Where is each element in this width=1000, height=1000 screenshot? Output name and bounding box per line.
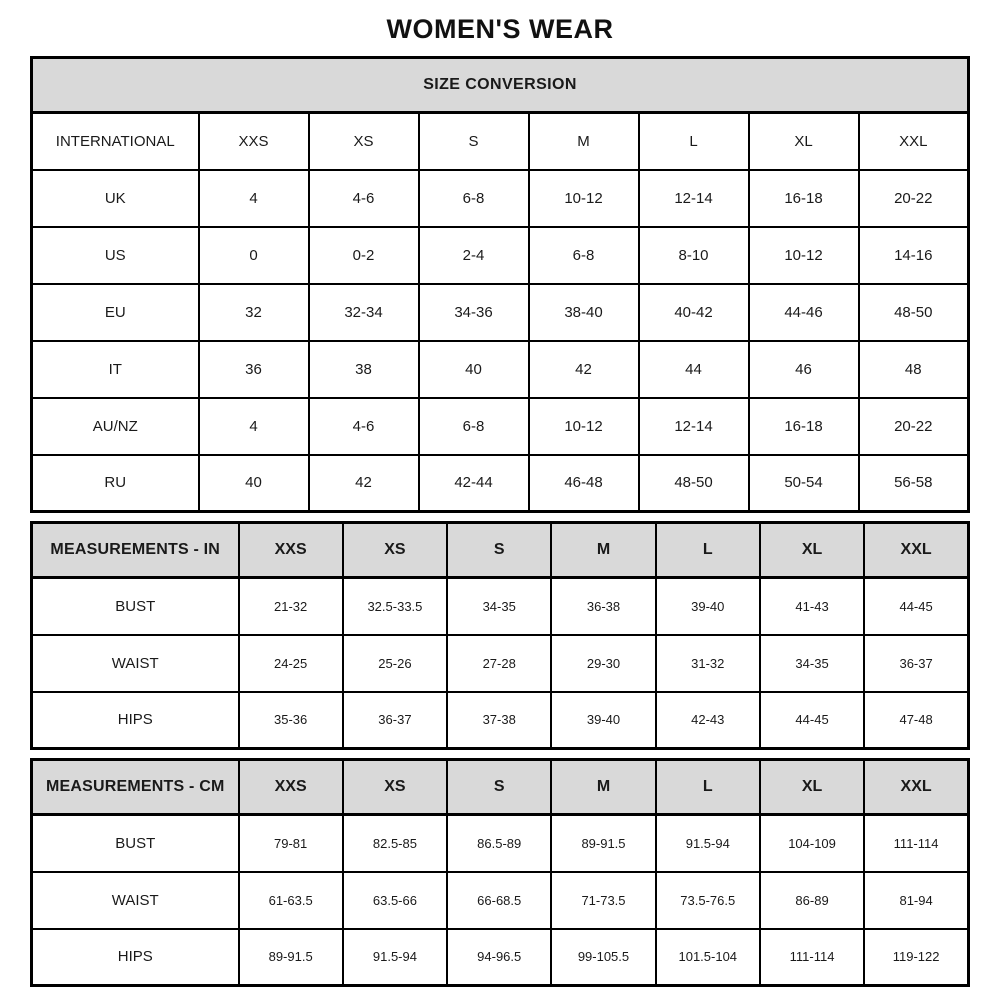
column-header-xl: XL — [749, 113, 859, 170]
table-row-aunz — [32, 398, 969, 455]
table-cell: 4-6 — [309, 170, 419, 227]
table-cell: 119-122 — [864, 929, 968, 986]
table-cell: 44 — [639, 341, 749, 398]
table-cell: 91.5-94 — [656, 815, 760, 872]
table-cell: 4-6 — [309, 398, 419, 455]
table-cell: 12-14 — [639, 170, 749, 227]
column-header-xxs: XXS — [239, 523, 343, 578]
table-cell: 35-36 — [239, 692, 343, 749]
column-header-xs: XS — [309, 113, 419, 170]
size-conversion-header-row — [32, 58, 969, 113]
row-label: BUST — [32, 578, 239, 635]
size-conversion-table — [30, 56, 970, 513]
table-cell: 63.5-66 — [343, 872, 447, 929]
table-cell: 34-35 — [447, 578, 551, 635]
table-cell: 12-14 — [639, 398, 749, 455]
table-cell: 42 — [309, 455, 419, 512]
measurements-in-header-row — [32, 523, 969, 578]
table-cell: 111-114 — [864, 815, 968, 872]
table-cell: 20-22 — [859, 398, 969, 455]
table-cell: 36-37 — [864, 635, 968, 692]
column-header-s: S — [419, 113, 529, 170]
table-cell: 71-73.5 — [551, 872, 655, 929]
table-cell: 20-22 — [859, 170, 969, 227]
column-header-m: M — [551, 760, 655, 815]
column-header-xxs: XXS — [199, 113, 309, 170]
table-cell: 46-48 — [529, 455, 639, 512]
row-label: WAIST — [32, 872, 239, 929]
column-header-xxl: XXL — [859, 113, 969, 170]
table-cell: 24-25 — [239, 635, 343, 692]
page-title: WOMEN'S WEAR — [386, 14, 614, 44]
table-row-bust-in — [32, 578, 969, 635]
table-cell: 40 — [419, 341, 529, 398]
table-cell: 111-114 — [760, 929, 864, 986]
table-cell: 2-4 — [419, 227, 529, 284]
table-cell: 91.5-94 — [343, 929, 447, 986]
table-cell: 10-12 — [749, 227, 859, 284]
table-cell: 44-45 — [864, 578, 968, 635]
table-cell: 27-28 — [447, 635, 551, 692]
size-conversion-columns-row — [32, 113, 969, 170]
table-cell: 4 — [199, 398, 309, 455]
table-row-bust-cm — [32, 815, 969, 872]
table-cell: 89-91.5 — [239, 929, 343, 986]
column-header-xs: XS — [343, 523, 447, 578]
table-cell: 48-50 — [639, 455, 749, 512]
table-cell: 38 — [309, 341, 419, 398]
table-cell: 37-38 — [447, 692, 551, 749]
table-row-waist-in — [32, 635, 969, 692]
table-cell: 81-94 — [864, 872, 968, 929]
table-cell: 56-58 — [859, 455, 969, 512]
table-cell: 32.5-33.5 — [343, 578, 447, 635]
table-cell: 39-40 — [551, 692, 655, 749]
table-cell: 16-18 — [749, 170, 859, 227]
row-label: AU/NZ — [32, 398, 199, 455]
table-cell: 66-68.5 — [447, 872, 551, 929]
table-cell: 21-32 — [239, 578, 343, 635]
table-row-waist-cm — [32, 872, 969, 929]
table-cell: 47-48 — [864, 692, 968, 749]
table-cell: 38-40 — [529, 284, 639, 341]
table-cell: 34-36 — [419, 284, 529, 341]
row-label: BUST — [32, 815, 239, 872]
table-cell: 99-105.5 — [551, 929, 655, 986]
table-cell: 32 — [199, 284, 309, 341]
table-row-eu — [32, 284, 969, 341]
table-cell: 39-40 — [656, 578, 760, 635]
table-row-hips-cm — [32, 929, 969, 986]
size-conversion-title: SIZE CONVERSION — [32, 58, 969, 113]
table-cell: 31-32 — [656, 635, 760, 692]
table-cell: 82.5-85 — [343, 815, 447, 872]
row-label: HIPS — [32, 929, 239, 986]
column-header-m: M — [529, 113, 639, 170]
table-cell: 48-50 — [859, 284, 969, 341]
column-header-xxl: XXL — [864, 523, 968, 578]
table-cell: 8-10 — [639, 227, 749, 284]
table-cell: 73.5-76.5 — [656, 872, 760, 929]
table-cell: 6-8 — [529, 227, 639, 284]
row-label: US — [32, 227, 199, 284]
column-header-l: L — [656, 760, 760, 815]
row-label: WAIST — [32, 635, 239, 692]
column-header-xxs: XXS — [239, 760, 343, 815]
measurements-cm-table — [30, 758, 970, 987]
table-cell: 94-96.5 — [447, 929, 551, 986]
table-cell: 86.5-89 — [447, 815, 551, 872]
column-header-s: S — [447, 523, 551, 578]
row-label: IT — [32, 341, 199, 398]
measurements-in-table — [30, 521, 970, 750]
table-cell: 10-12 — [529, 170, 639, 227]
table-cell: 50-54 — [749, 455, 859, 512]
table-cell: 42 — [529, 341, 639, 398]
table-cell: 86-89 — [760, 872, 864, 929]
table-cell: 79-81 — [239, 815, 343, 872]
column-header-l: L — [656, 523, 760, 578]
table-cell: 44-46 — [749, 284, 859, 341]
table-row-uk — [32, 170, 969, 227]
table-cell: 44-45 — [760, 692, 864, 749]
column-header-xxl: XXL — [864, 760, 968, 815]
table-cell: 6-8 — [419, 170, 529, 227]
table-cell: 61-63.5 — [239, 872, 343, 929]
table-cell: 48 — [859, 341, 969, 398]
table-cell: 104-109 — [760, 815, 864, 872]
column-header-m: M — [551, 523, 655, 578]
table-cell: 36-38 — [551, 578, 655, 635]
table-cell: 14-16 — [859, 227, 969, 284]
table-cell: 29-30 — [551, 635, 655, 692]
table-cell: 6-8 — [419, 398, 529, 455]
table-row-us — [32, 227, 969, 284]
table-cell: 16-18 — [749, 398, 859, 455]
table-cell: 0-2 — [309, 227, 419, 284]
table-cell: 42-43 — [656, 692, 760, 749]
table-cell: 0 — [199, 227, 309, 284]
measurements-in-title: MEASUREMENTS - IN — [32, 523, 239, 578]
column-header-xl: XL — [760, 523, 864, 578]
column-header-xs: XS — [343, 760, 447, 815]
table-cell: 10-12 — [529, 398, 639, 455]
table-cell: 40 — [199, 455, 309, 512]
measurements-cm-title: MEASUREMENTS - CM — [32, 760, 239, 815]
table-cell: 32-34 — [309, 284, 419, 341]
column-header-international: INTERNATIONAL — [32, 113, 199, 170]
table-cell: 101.5-104 — [656, 929, 760, 986]
table-cell: 25-26 — [343, 635, 447, 692]
column-header-s: S — [447, 760, 551, 815]
table-cell: 42-44 — [419, 455, 529, 512]
table-cell: 89-91.5 — [551, 815, 655, 872]
table-cell: 34-35 — [760, 635, 864, 692]
table-cell: 41-43 — [760, 578, 864, 635]
measurements-cm-header-row — [32, 760, 969, 815]
row-label: UK — [32, 170, 199, 227]
table-cell: 36 — [199, 341, 309, 398]
row-label: RU — [32, 455, 199, 512]
table-cell: 36-37 — [343, 692, 447, 749]
table-cell: 40-42 — [639, 284, 749, 341]
table-row-ru — [32, 455, 969, 512]
table-row-it — [32, 341, 969, 398]
column-header-xl: XL — [760, 760, 864, 815]
table-row-hips-in — [32, 692, 969, 749]
row-label: HIPS — [32, 692, 239, 749]
table-cell: 46 — [749, 341, 859, 398]
column-header-l: L — [639, 113, 749, 170]
row-label: EU — [32, 284, 199, 341]
table-cell: 4 — [199, 170, 309, 227]
